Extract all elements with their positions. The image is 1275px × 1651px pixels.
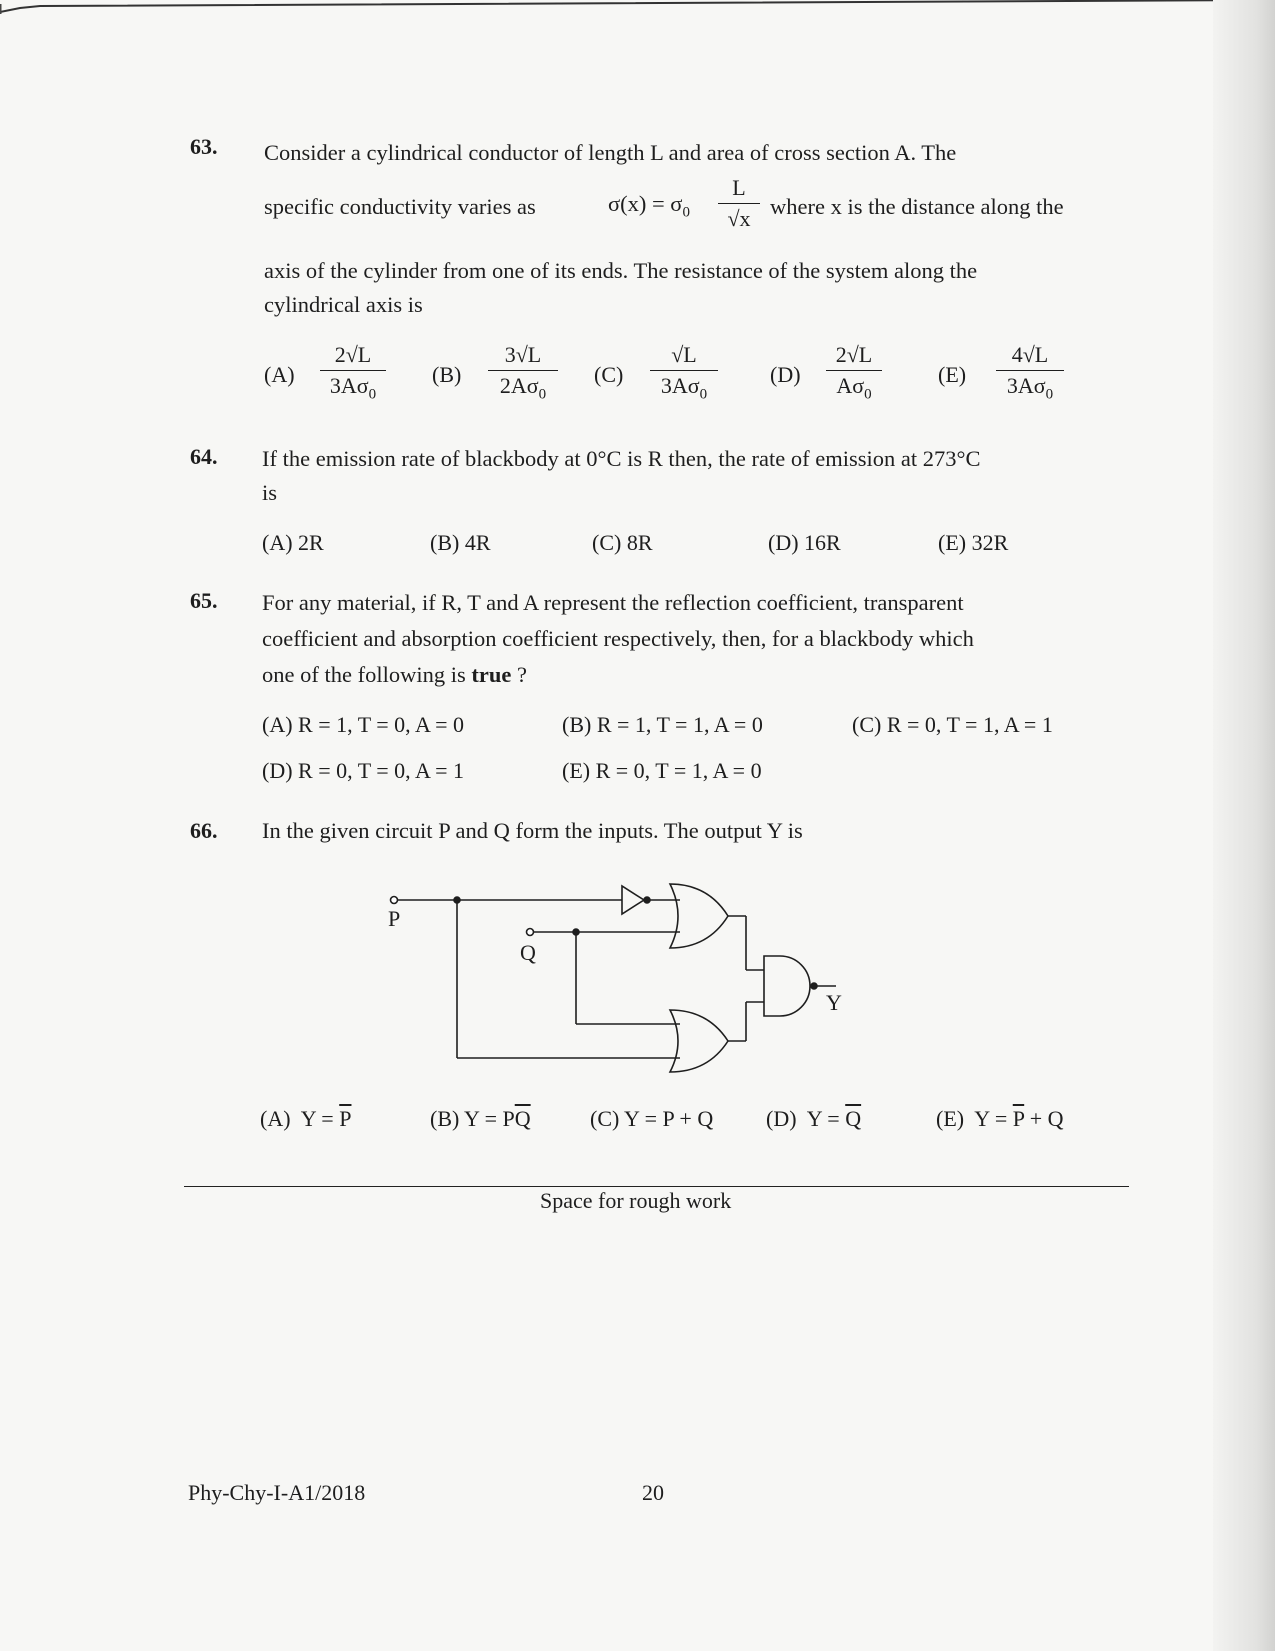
q66-a-label: (A) — [260, 1106, 291, 1131]
circuit-label-p: P — [388, 906, 401, 931]
q63-option-b-label[interactable]: (B) — [432, 362, 462, 387]
q63-a-den: 3Aσ — [329, 373, 369, 398]
q63-a-num: 2√L — [320, 342, 386, 371]
question-64-number: 64. — [190, 444, 218, 469]
question-64-line1: If the emission rate of blackbody at 0°C is R then, the rate of emission at 273°C — [262, 446, 981, 471]
q65-option-b[interactable]: (B) R = 1, T = 1, A = 0 — [562, 712, 763, 737]
q63-c-den: 3Aσ — [660, 373, 700, 398]
q65-option-d[interactable]: (D) R = 0, T = 0, A = 1 — [262, 758, 465, 783]
q66-c-label: (C) — [590, 1106, 620, 1131]
q66-option-b[interactable] — [430, 1106, 531, 1132]
circuit-label-y: Y — [826, 990, 842, 1015]
circuit-label-q: Q — [520, 940, 536, 965]
q63-option-e-fraction[interactable] — [996, 342, 1064, 403]
rough-work-label: Space for rough work — [540, 1188, 732, 1213]
q66-b-label: (B) — [430, 1106, 460, 1131]
q64-option-b[interactable]: (B) 4R — [430, 530, 491, 555]
question-65-number: 65. — [190, 588, 218, 613]
q63-option-a-label[interactable]: (A) — [264, 362, 295, 387]
question-66-number: 66. — [190, 818, 218, 843]
question-63-line1: Consider a cylindrical conductor of length L and area of cross section A. The — [264, 140, 957, 165]
q63-c-sub: 0 — [699, 386, 708, 403]
q63-b-den: 2Aσ — [499, 373, 539, 398]
scan-top-border — [0, 0, 1275, 14]
q63-c-num: √L — [650, 342, 718, 371]
q63-e-den: 3Aσ — [1006, 373, 1046, 398]
question-64-line2: is — [262, 480, 278, 505]
q66-option-c[interactable] — [590, 1106, 713, 1132]
q66-a-pre: Y = — [300, 1106, 340, 1131]
formula-lhs: σ(x) = σ — [608, 191, 683, 216]
q63-d-sub: 0 — [864, 386, 872, 403]
q63-option-e-label[interactable]: (E) — [938, 362, 967, 387]
formula-numerator: L — [718, 175, 760, 204]
rough-work-divider — [184, 1186, 1129, 1187]
q65-line3-pre: one of the following is — [262, 662, 466, 687]
formula-sub: 0 — [682, 204, 690, 221]
conductivity-formula — [608, 175, 758, 245]
question-65-line1: For any material, if R, T and A represent the reflection coefficient, transparent — [262, 590, 964, 615]
q66-c-pre: Y = P + Q — [624, 1106, 714, 1131]
footer-page-number: 20 — [642, 1480, 664, 1505]
q63-option-d-fraction[interactable] — [826, 342, 882, 403]
q66-option-a[interactable] — [260, 1106, 351, 1132]
q63-option-a-fraction[interactable] — [320, 342, 386, 403]
question-66-line1: In the given circuit P and Q form the inputs. The output Y is — [262, 818, 803, 843]
q66-d-bar: $\overline{Q}$ — [845, 1106, 862, 1131]
q65-option-e[interactable]: (E) R = 0, T = 1, A = 0 — [562, 758, 762, 783]
q65-line3-bold: true — [471, 662, 512, 687]
q66-option-e[interactable] — [936, 1106, 1063, 1132]
question-63-line4: cylindrical axis is — [264, 292, 423, 317]
question-65-line3 — [262, 658, 527, 692]
q63-b-sub: 0 — [538, 386, 547, 403]
q66-option-d[interactable] — [766, 1106, 861, 1132]
q63-option-c-fraction[interactable] — [650, 342, 718, 403]
q66-b-pre: Y = P — [464, 1106, 515, 1131]
q66-e-post: + Q — [1024, 1106, 1064, 1131]
q64-option-e[interactable]: (E) 32R — [938, 530, 1009, 555]
q66-e-label: (E) — [936, 1106, 965, 1131]
q63-a-sub: 0 — [368, 386, 377, 403]
question-63-line3: axis of the cylinder from one of its ends. The resistance of the system along the — [264, 258, 978, 283]
footer-paper-code: Phy-Chy-I-A1/2018 — [188, 1480, 366, 1505]
q63-e-num: 4√L — [996, 342, 1064, 371]
question-63-line2-pre: specific conductivity varies as — [264, 194, 536, 219]
q66-d-label: (D) — [766, 1106, 797, 1131]
q63-option-b-fraction[interactable] — [488, 342, 558, 403]
q63-d-num: 2√L — [826, 342, 882, 371]
q63-b-num: 3√L — [488, 342, 558, 371]
logic-circuit-diagram — [370, 870, 870, 1090]
q66-a-bar: $\overline{P}$ — [339, 1106, 352, 1131]
q64-option-d[interactable]: (D) 16R — [768, 530, 841, 555]
q64-option-c[interactable]: (C) 8R — [592, 530, 653, 555]
question-63-number: 63. — [190, 134, 218, 159]
q66-e-pre: Y = — [974, 1106, 1013, 1131]
q66-b-bar: $\overline{Q}$ — [514, 1106, 531, 1131]
q65-option-c[interactable]: (C) R = 0, T = 1, A = 1 — [852, 712, 1053, 737]
question-63-line2-post: where x is the distance along the — [770, 194, 1064, 219]
formula-denominator: √x — [727, 206, 751, 231]
q64-option-a[interactable]: (A) 2R — [262, 530, 324, 555]
q65-option-a[interactable]: (A) R = 1, T = 0, A = 0 — [262, 712, 465, 737]
q63-d-den: Aσ — [836, 373, 865, 398]
q65-line3-post: ? — [511, 662, 527, 687]
q63-e-sub: 0 — [1045, 386, 1054, 403]
q66-d-pre: Y = — [806, 1106, 846, 1131]
page-right-edge-shadow — [1213, 0, 1275, 1651]
q63-option-d-label[interactable]: (D) — [770, 362, 801, 387]
question-65-line2: coefficient and absorption coefficient respectively, then, for a blackbody which — [262, 626, 974, 651]
q63-option-c-label[interactable]: (C) — [594, 362, 624, 387]
q66-e-bar: $\overline{P}$ — [1012, 1106, 1025, 1131]
